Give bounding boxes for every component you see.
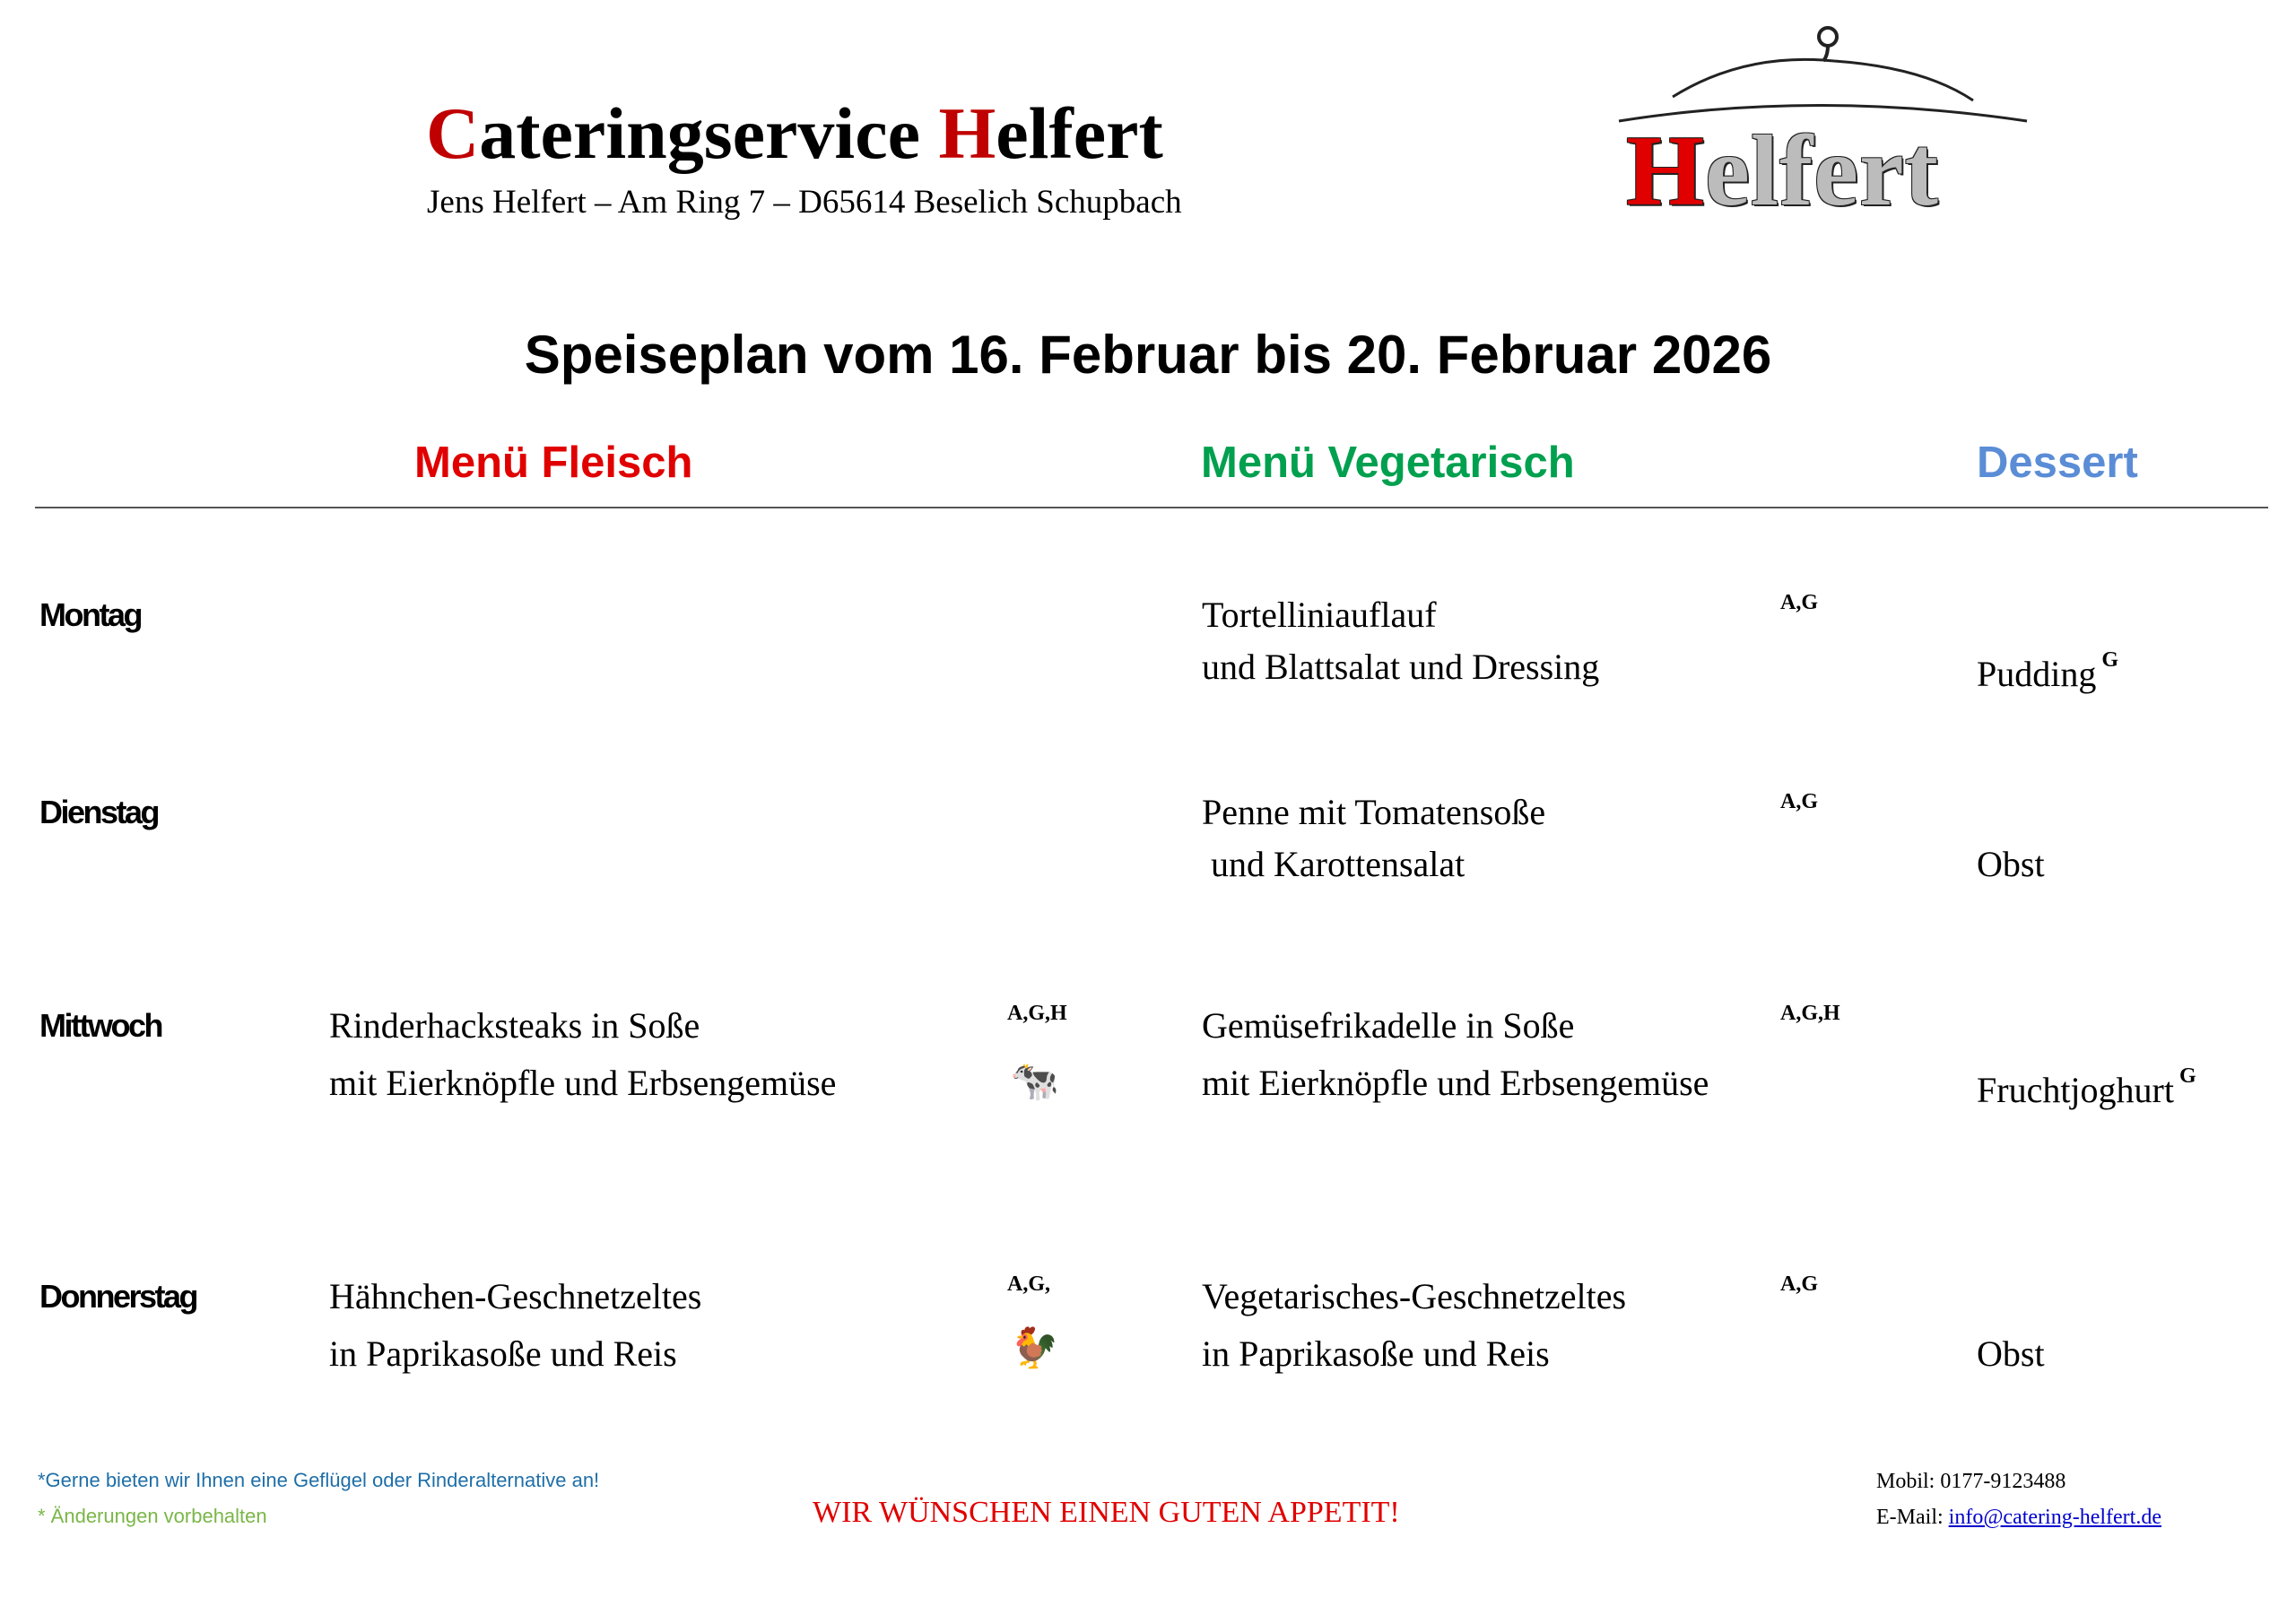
header-divider [35, 507, 2268, 508]
dessert-item [1977, 844, 2045, 884]
company-address: Jens Helfert – Am Ring 7 – D65614 Beselich Schupbach [427, 184, 1182, 221]
column-header-dessert: Dessert [1977, 439, 2138, 487]
dessert-name: Pudding [1977, 654, 2097, 694]
page-title: Speiseplan vom 16. Februar bis 20. Februar 2026 [524, 325, 1772, 385]
company-name [426, 92, 1163, 174]
meat-dish-line2: mit Eierknöpfle und Erbsengemüse [329, 1063, 837, 1103]
contact-email [1876, 1507, 2161, 1528]
logo-wordmark [1626, 116, 1939, 227]
veg-dish-line1: Gemüsefrikadelle in Soße [1202, 1005, 1575, 1046]
company-name-part-2: elfert [996, 92, 1163, 174]
day-label-dienstag: Dienstag [39, 794, 159, 830]
meat-allergens: A,G,H [1007, 1002, 1067, 1025]
company-name-part-1: ateringservice [479, 92, 939, 174]
cow-icon: 🐄 [1010, 1059, 1059, 1103]
email-label: E-Mail: [1876, 1506, 1949, 1529]
footnote-alternative: *Gerne bieten wir Ihnen eine Geflügel oder Rinderalternative an! [38, 1469, 600, 1491]
contact-mobile: Mobil: 0177-9123488 [1876, 1470, 2066, 1493]
email-link[interactable]: info@catering-helfert.de [1948, 1506, 2161, 1529]
day-label-mittwoch: Mittwoch [39, 1007, 161, 1044]
veg-dish-line1: Tortelliniauflauf [1202, 595, 1437, 635]
meat-allergens: A,G, [1007, 1272, 1050, 1296]
logo-initial: H [1626, 116, 1706, 227]
closing-message: WIR WÜNSCHEN EINEN GUTEN APPETIT! [813, 1496, 1400, 1529]
dessert-name: Fruchtjoghurt [1977, 1070, 2174, 1110]
veg-dish-line2: in Paprikasoße und Reis [1202, 1333, 1550, 1374]
veg-dish-line1: Vegetarisches-Geschnetzeltes [1202, 1276, 1627, 1316]
veg-allergens: A,G [1780, 1272, 1818, 1296]
dessert-item [1977, 1333, 2045, 1374]
veg-dish-line2: mit Eierknöpfle und Erbsengemüse [1202, 1063, 1709, 1103]
veg-allergens: A,G [1780, 790, 1818, 813]
dessert-allergens: G [2101, 648, 2119, 672]
day-label-montag: Montag [39, 596, 141, 633]
dessert-name: Obst [1977, 844, 2045, 884]
meat-dish-line2: in Paprikasoße und Reis [329, 1333, 677, 1374]
veg-dish-line2: und Blattsalat und Dressing [1202, 647, 1600, 687]
meat-dish-line1: Hähnchen-Geschnetzeltes [329, 1276, 702, 1316]
company-initial-c: C [426, 92, 480, 174]
logo-rest: elfert [1705, 116, 1939, 227]
dessert-name: Obst [1977, 1333, 2045, 1374]
meat-dish-line1: Rinderhacksteaks in Soße [329, 1005, 700, 1046]
veg-allergens: A,G [1780, 591, 1818, 614]
helfert-logo [1610, 18, 2031, 227]
veg-dish-line2: und Karottensalat [1202, 844, 1465, 884]
dessert-item [1977, 649, 2118, 692]
dessert-allergens: G [2179, 1064, 2196, 1088]
column-header-vegetarian: Menü Vegetarisch [1201, 439, 1575, 487]
day-label-donnerstag: Donnerstag [39, 1278, 197, 1315]
company-initial-h: H [938, 92, 996, 174]
veg-allergens: A,G,H [1780, 1002, 1840, 1025]
veg-dish-line1: Penne mit Tomatensoße [1202, 792, 1546, 832]
rooster-icon: 🐓 [1010, 1326, 1059, 1370]
dessert-item [1977, 1065, 2196, 1108]
footnote-changes: * Änderungen vorbehalten [38, 1505, 267, 1527]
column-header-meat: Menü Fleisch [414, 439, 693, 487]
